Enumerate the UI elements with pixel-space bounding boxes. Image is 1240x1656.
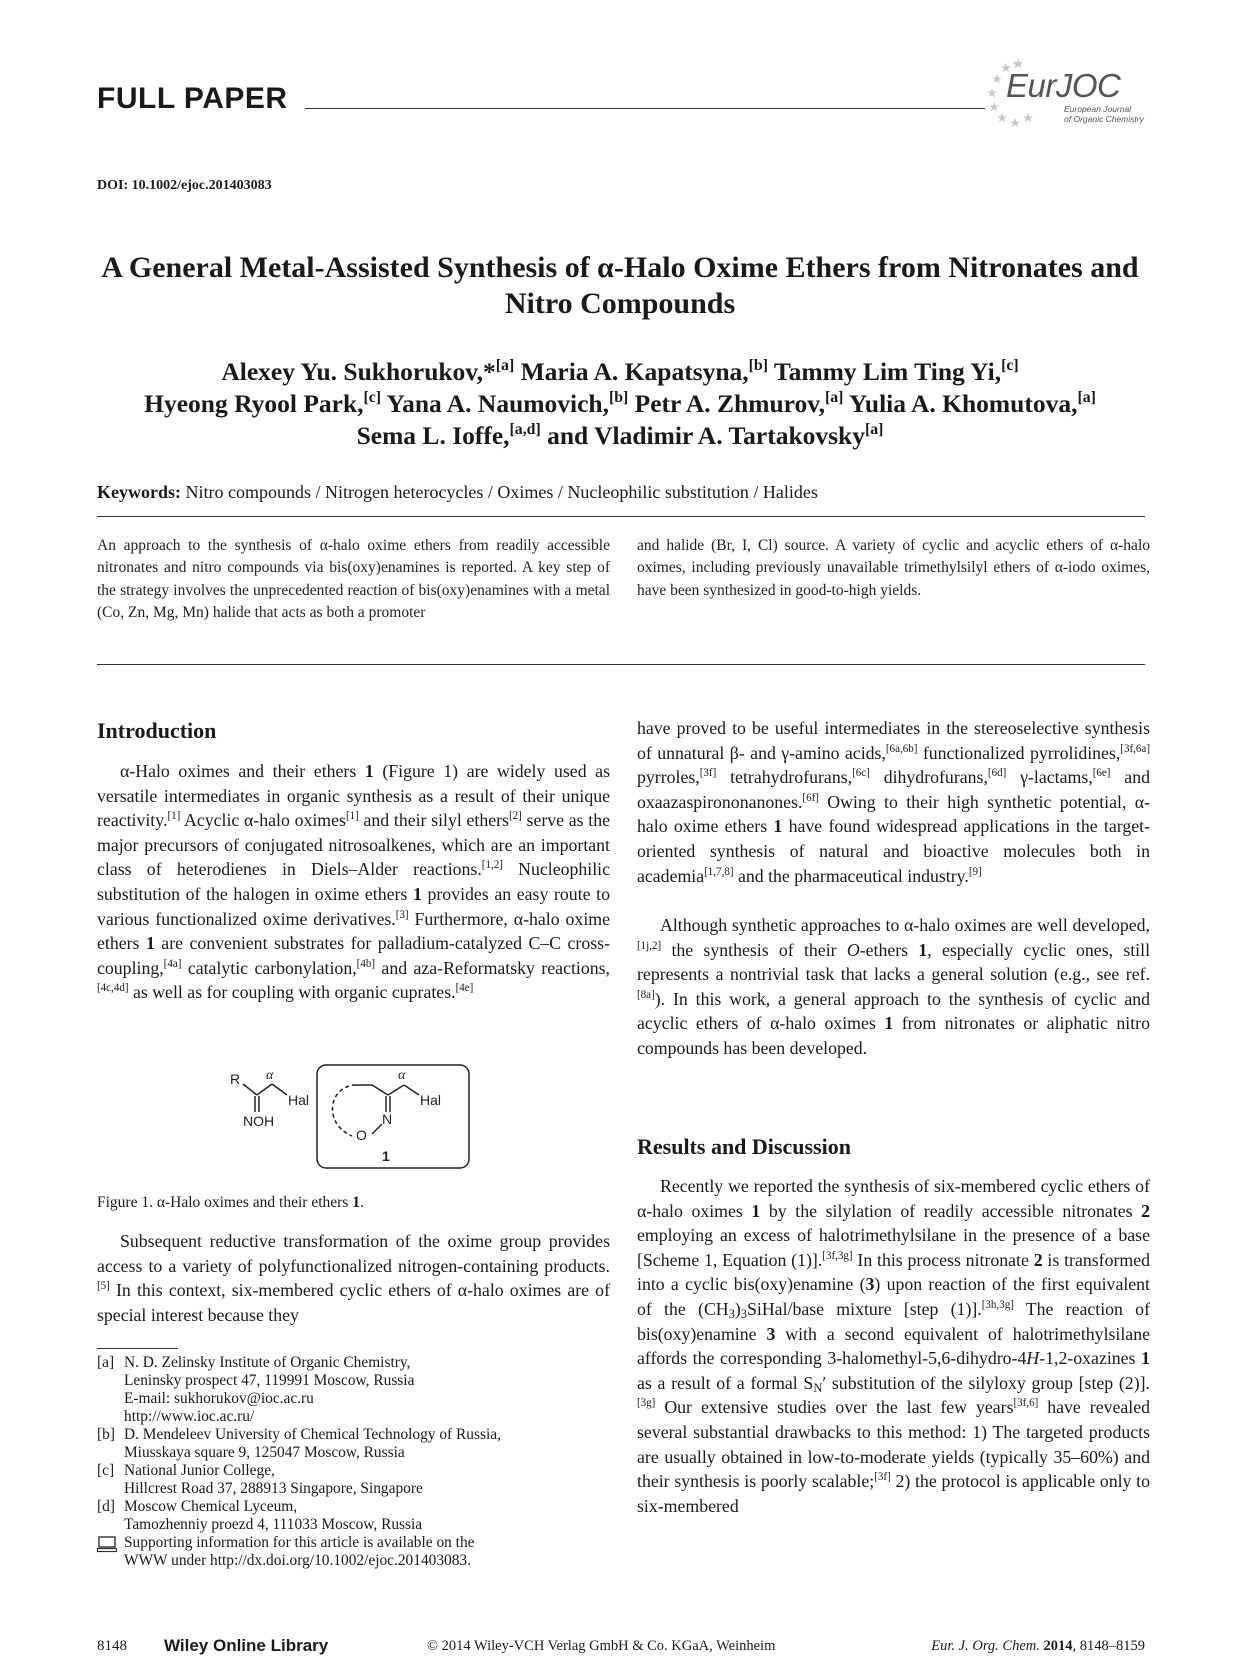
footnote — [97, 1462, 610, 1498]
computer-icon — [97, 1536, 117, 1553]
compound-number: 1 — [382, 1148, 390, 1164]
logo-subtitle — [1064, 105, 1154, 124]
figure-label: O — [356, 1127, 367, 1143]
affiliation-footnotes — [97, 1354, 610, 1570]
header-label: FULL PAPER — [97, 82, 288, 115]
author-name: Tammy Lim Ting Yi, — [773, 357, 1002, 386]
figure-label: NOH — [243, 1113, 275, 1129]
header-rule — [305, 108, 985, 109]
footnote-tag: [d] — [97, 1498, 115, 1515]
figure-label: Hal — [288, 1092, 310, 1108]
bond — [388, 1085, 404, 1095]
footnote-email: E-mail: sukhorukov@ioc.ac.ru — [124, 1390, 314, 1407]
author-name: Sema L. Ioffe, — [356, 421, 510, 450]
body-paragraph: Although synthetic approaches to α-halo oximes are well developed,[1j,2] the synthesis of their O-ethers 1, especially cyclic ones, still represents a nontrivial task that lacks a general solution (e.g., see ref.[8a]). In this work, a general approach to the synthesis of cyclic and acyclic ethers of α-halo oximes 1 from nitronates or aliphatic nitro compounds has been developed. — [637, 915, 1151, 1058]
footnote-line: Hillcrest Road 37, 288913 Singapore, Singapore — [124, 1480, 423, 1497]
doi: DOI: 10.1002/ejoc.201403083 — [97, 178, 272, 193]
footnote-tag: [b] — [97, 1426, 115, 1443]
author-affiliation: [b] — [608, 389, 629, 407]
bond — [404, 1085, 419, 1095]
footnote-rule — [97, 1348, 178, 1349]
journal-citation — [878, 1638, 1145, 1655]
author — [774, 357, 1019, 386]
author-name: Alexey Yu. Sukhorukov,* — [221, 357, 496, 386]
abstract-top-rule — [97, 516, 1145, 517]
author — [357, 421, 541, 450]
bond — [372, 1085, 388, 1095]
author-affiliation: [a] — [824, 389, 844, 407]
figure-caption-compound: 1 — [352, 1194, 360, 1211]
author-name: Yana A. Naumovich, — [386, 389, 609, 418]
figure-caption — [97, 1194, 364, 1212]
figure-label: α — [266, 1068, 274, 1083]
logo-wordmark: EurJOC — [1006, 67, 1121, 104]
copyright: © 2014 Wiley-VCH Verlag GmbH & Co. KGaA, Weinheim — [427, 1638, 776, 1654]
footnote-url: http://www.ioc.ac.ru/ — [124, 1408, 255, 1425]
section-heading-introduction: Introduction — [97, 718, 217, 743]
body-paragraph: Subsequent reductive transformation of the oxime group provides access to a variety of polyfunctionalized nitrogen-containing products.[5] In this context, six-membered cyclic ethers of α-halo oximes are of special interest because they — [97, 1231, 610, 1325]
wiley-online-library: Wiley Online Library — [164, 1636, 329, 1655]
figure-1-structures — [228, 1062, 473, 1172]
journal-logo — [980, 55, 1150, 135]
footnote — [97, 1354, 610, 1426]
abstract-column-left: An approach to the synthesis of α-halo oxime ethers from readily accessible nitronates and nitro compounds via bis(oxy)enamines is reported. A key step of the strategy involves the unprecedented reaction of bis(oxy)enamines with a metal (Co, Zn, Mg, Mn) halide that acts as both a promoter — [97, 537, 610, 621]
footnote-line: N. D. Zelinsky Institute of Organic Chemistry, — [124, 1354, 411, 1371]
author — [144, 389, 381, 418]
author-affiliation: [a,d] — [509, 421, 541, 439]
paper-title: A General Metal-Assisted Synthesis of α-Halo Oxime Ethers from Nitronates and Nitro Compounds — [101, 251, 1139, 320]
footnote-line: Leninsky prospect 47, 119991 Moscow, Russia — [124, 1372, 415, 1389]
abstract-bottom-rule — [97, 664, 1145, 665]
footnote-supporting-info — [97, 1534, 610, 1570]
abstract-column-right: and halide (Br, I, Cl) source. A variety of cyclic and acyclic ethers of α-halo oximes, including previously unavailable trimethylsilyl ethers of α-iodo oximes, have been synthesized in good-to-high yields. — [637, 537, 1150, 599]
ring-dashed-arc — [332, 1085, 356, 1136]
footnote — [97, 1498, 610, 1534]
author-affiliation: [c] — [1001, 357, 1019, 375]
footnote-line: Tamozhenniy proezd 4, 111033 Moscow, Russia — [124, 1516, 423, 1533]
figure-caption-end: . — [359, 1194, 364, 1211]
figure-label: Hal — [420, 1092, 442, 1108]
figure-label: R — [230, 1071, 241, 1087]
bond — [243, 1084, 257, 1095]
page-number: 8148 — [97, 1638, 127, 1654]
author — [849, 389, 1096, 418]
footnote-line: D. Mendeleev University of Chemical Technology of Russia, — [124, 1426, 501, 1443]
footnote-tag: [c] — [97, 1462, 115, 1479]
body-paragraph: Recently we reported the synthesis of six-membered cyclic ethers of α-halo oximes 1 by the silylation of readily accessible nitronates 2 employing an excess of halotrimethylsilane in the presence of a base [Scheme 1, Equation (1)].[3f,3g] In this process nitronate 2 is transformed into a cyclic bis(oxy)enamine (3) upon reaction of the first equivalent of the $(CH_3)_3SiHal$/base mixture [step (1)].[3h,3g] The reaction of bis(oxy)enamine 3 with a second equivalent of halotrimethylsilane affords the corresponding 3-halomethyl-5,6-dihydro-4H-1,2-oxazines 1 as a result of a formal $S_N'$ substitution of the silyloxy group [step (2)].[3g] Our extensive studies over the last few years[3f,6] have revealed several substantial drawbacks to this method: 1) The targeted products are usually obtained in low-to-moderate yields (typically 35–60%) and their synthesis is poorly scalable;[3f] 2) the protocol is applicable only to six-membered — [637, 1176, 1150, 1516]
author-name: Maria A. Kapatsyna, — [520, 357, 749, 386]
bond — [372, 1124, 382, 1134]
footnote-line: Miusskaya square 9, 125047 Moscow, Russia — [124, 1444, 405, 1461]
journal-year: 2014 — [1043, 1638, 1073, 1654]
keywords-label: Keywords: — [97, 482, 181, 502]
author-name: Hyeong Ryool Park, — [144, 389, 364, 418]
journal-abbrev: Eur. J. Org. Chem. — [931, 1638, 1040, 1654]
keywords — [97, 482, 818, 503]
footnote-line: Moscow Chemical Lyceum, — [124, 1498, 298, 1515]
logo-subtitle-line: European Journal — [1064, 104, 1132, 114]
author-list — [80, 356, 1160, 452]
bond — [257, 1084, 272, 1095]
footnote-tag: [a] — [97, 1354, 115, 1371]
author-affiliation: [a] — [1077, 389, 1096, 407]
author — [387, 389, 629, 418]
author-name: and Vladimir A. Tartakovsky — [547, 421, 865, 450]
author-affiliation: [a] — [865, 421, 884, 439]
author — [635, 389, 844, 418]
author — [221, 357, 514, 386]
figure-label: α — [398, 1068, 406, 1083]
body-paragraph: α-Halo oximes and their ethers 1 (Figure 1) are widely used as versatile intermediates in organic synthesis as a result of their unique reactivity.[1] Acyclic α-halo oximes[1] and their silyl ethers[2] serve as the major precursors of conjugated nitrosoalkenes, which are an important class of heterodienes in Diels–Alder reactions.[1,2] Nucleophilic substitution of the halogen in oxime ethers 1 provides an easy route to various functionalized oxime derivatives.[3] Furthermore, α-halo oxime ethers 1 are convenient substrates for palladium-catalyzed C–C cross-coupling,[4a] catalytic carbonylation,[4b] and aza-Reformatsky reactions,[4c,4d] as well as for coupling with organic cuprates.[4e] — [97, 761, 610, 1003]
author-affiliation: [c] — [363, 389, 382, 407]
logo-subtitle-line: of Organic Chemistry — [1064, 113, 1144, 124]
section-heading-results: Results and Discussion — [637, 1134, 851, 1159]
author-affiliation: [b] — [748, 357, 768, 375]
body-paragraph: have proved to be useful intermediates in the stereoselective synthesis of unnatural β- and γ-amino acids,[6a,6b] functionalized pyrrolidines,[3f,6a] pyrroles,[3f] tetrahydrofurans,[6c] dihydrofurans,[6d] γ-lactams,[6e] and oxaazaspirononanones.[6f] Owing to their high synthetic potential, α-halo oxime ethers 1 have found widespread applications in the target-oriented synthesis of natural and bioactive molecules both in academia[1,7,8] and the pharmaceutical industry.[9] — [637, 718, 1150, 886]
author-name: Petr A. Zhmurov, — [634, 389, 825, 418]
keywords-text: Nitro compounds / Nitrogen heterocycles / Oximes / Nucleophilic substitution / Halides — [185, 482, 818, 502]
figure-caption-text: Figure 1. α-Halo oximes and their ethers — [97, 1194, 353, 1211]
footnote-line: Supporting information for this article is available on the — [124, 1534, 475, 1551]
author-affiliation: [a] — [495, 357, 515, 375]
bond — [272, 1084, 287, 1095]
footnote-line: National Junior College, — [124, 1462, 275, 1479]
compound-1-box — [317, 1065, 469, 1168]
author — [547, 421, 883, 450]
author — [521, 357, 768, 386]
journal-pages: , 8148–8159 — [1072, 1638, 1145, 1654]
footnote-line: WWW under http://dx.doi.org/10.1002/ejoc.201403083. — [124, 1552, 471, 1569]
footnote — [97, 1426, 610, 1462]
figure-label: N — [382, 1111, 393, 1127]
author-name: Yulia A. Khomutova, — [848, 389, 1078, 418]
